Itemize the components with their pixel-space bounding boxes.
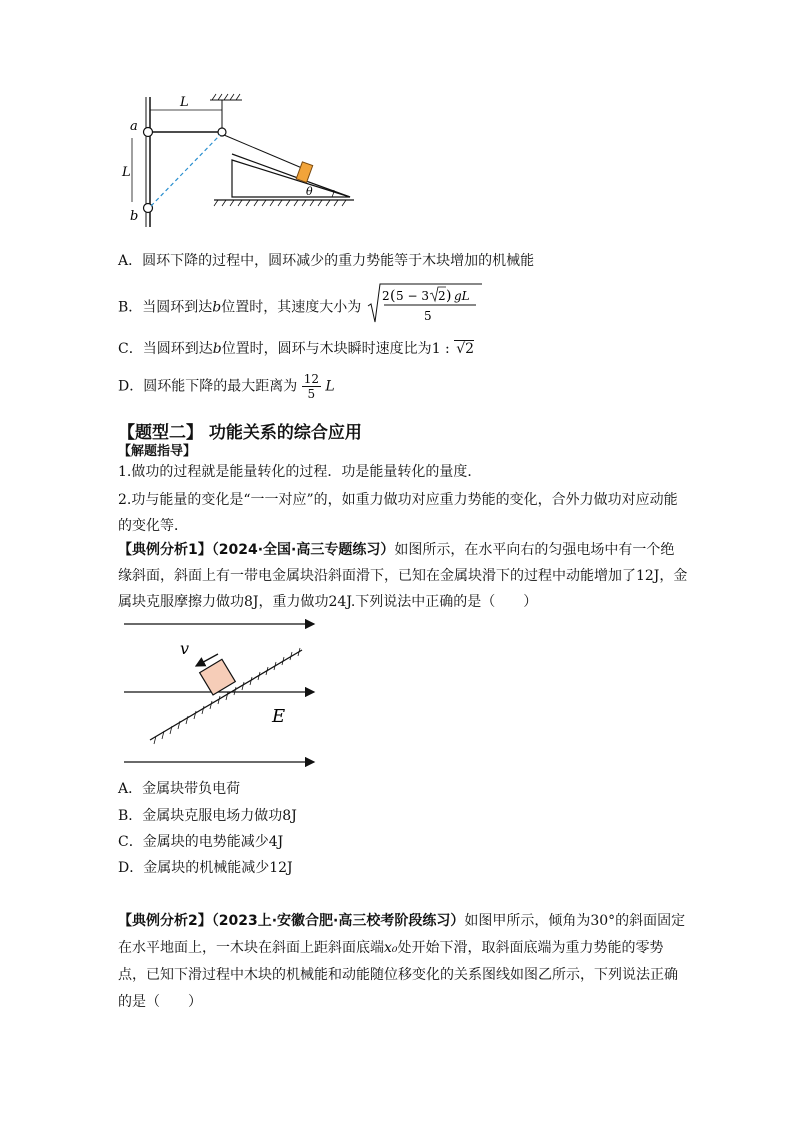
wood-block — [296, 162, 312, 183]
figure-electric-field-incline — [120, 612, 320, 772]
label-v: v — [180, 639, 190, 658]
label-E: E — [272, 706, 286, 727]
svg-text:5 − 3: 5 − 3 — [395, 289, 429, 303]
dashed-rope — [151, 135, 220, 206]
guide-title: 【解题指导】 — [118, 444, 197, 459]
label-L-top: L — [180, 95, 189, 110]
example2-tag: 【典例分析2】 — [118, 913, 212, 929]
svg-text:): ) — [445, 288, 452, 304]
label-theta: θ — [306, 185, 313, 198]
guide-line-1: 1.做功的过程就是能量转化的过程．功是能量转化的量度． — [118, 464, 482, 480]
svg-text:gL: gL — [453, 289, 470, 303]
incline-wedge — [232, 160, 350, 197]
example1-option-c: C．金属块的电势能减少4J — [118, 834, 284, 850]
svg-text:5: 5 — [423, 309, 432, 323]
q1-option-d: D．圆环能下降的最大距离为 $\frac{12}{5}$ L — [118, 372, 335, 401]
q1-option-b: B．当圆环到达b位置时，其速度大小为 2 ( 5 − 3 2 ) gL 5 — [118, 282, 484, 324]
example2-source: （2023上·安徽合肥·高三校考阶段练习） — [211, 913, 465, 929]
example1-text: 如图所示，在水平向右的匀强电场中有一个绝缘斜面，斜面上有一带电金属块沿斜面滑下，已知在金属块滑下的过程中动能增加了12J，金属块克服摩擦力做功8J，重力做功24J.下列说法中正确的是（ ） — [118, 542, 688, 610]
q1-option-c: C．当圆环到达b位置时，圆环与木块瞬时速度比为1 : √2 — [118, 341, 475, 357]
label-b: b — [130, 209, 139, 224]
guide-line-2: 2.功与能量的变化是“一一对应”的，如重力做功对应重力势能的变化，合外力做功对应动能的变化等． — [118, 492, 678, 534]
svg-text:(: ( — [389, 288, 396, 304]
metal-block — [200, 659, 236, 695]
example1-tag: 【典例分析1】 — [118, 542, 212, 558]
example1-paragraph — [118, 537, 688, 615]
example1-option-a: A．金属块带负电荷 — [118, 781, 241, 797]
label-L-side: L — [122, 165, 131, 180]
ring-b — [144, 204, 153, 213]
section-title: 【题型二】 功能关系的综合应用 — [118, 423, 362, 443]
example1-option-d: D．金属块的机械能减少12J — [118, 860, 293, 876]
example2-paragraph: 【典例分析2】（2023上·安徽合肥·高三校考阶段练习）如图甲所示，倾角为30°的斜面固定在水平地面上，一木块在斜面上距斜面底端x₀处开始下滑，取斜面底端为重力势能的零势点，已知下滑过程中木块的机械能和动能随位移变化的关系图线如图乙所示，下列说法正确的是（ ） — [118, 913, 686, 1010]
svg-text:2: 2 — [381, 289, 390, 303]
example1-option-b: B．金属块克服电场力做功8J — [118, 808, 297, 824]
ring-a — [144, 128, 153, 137]
example1-source: （2024·全国·高三专题练习） — [211, 542, 395, 558]
figure-ring-pulley-incline — [110, 92, 360, 232]
label-a: a — [130, 119, 138, 134]
q1-option-a: A．圆环下降的过程中，圆环减少的重力势能等于木块增加的机械能 — [118, 253, 535, 269]
sqrt-expression — [366, 282, 484, 333]
svg-text:2: 2 — [437, 289, 446, 303]
